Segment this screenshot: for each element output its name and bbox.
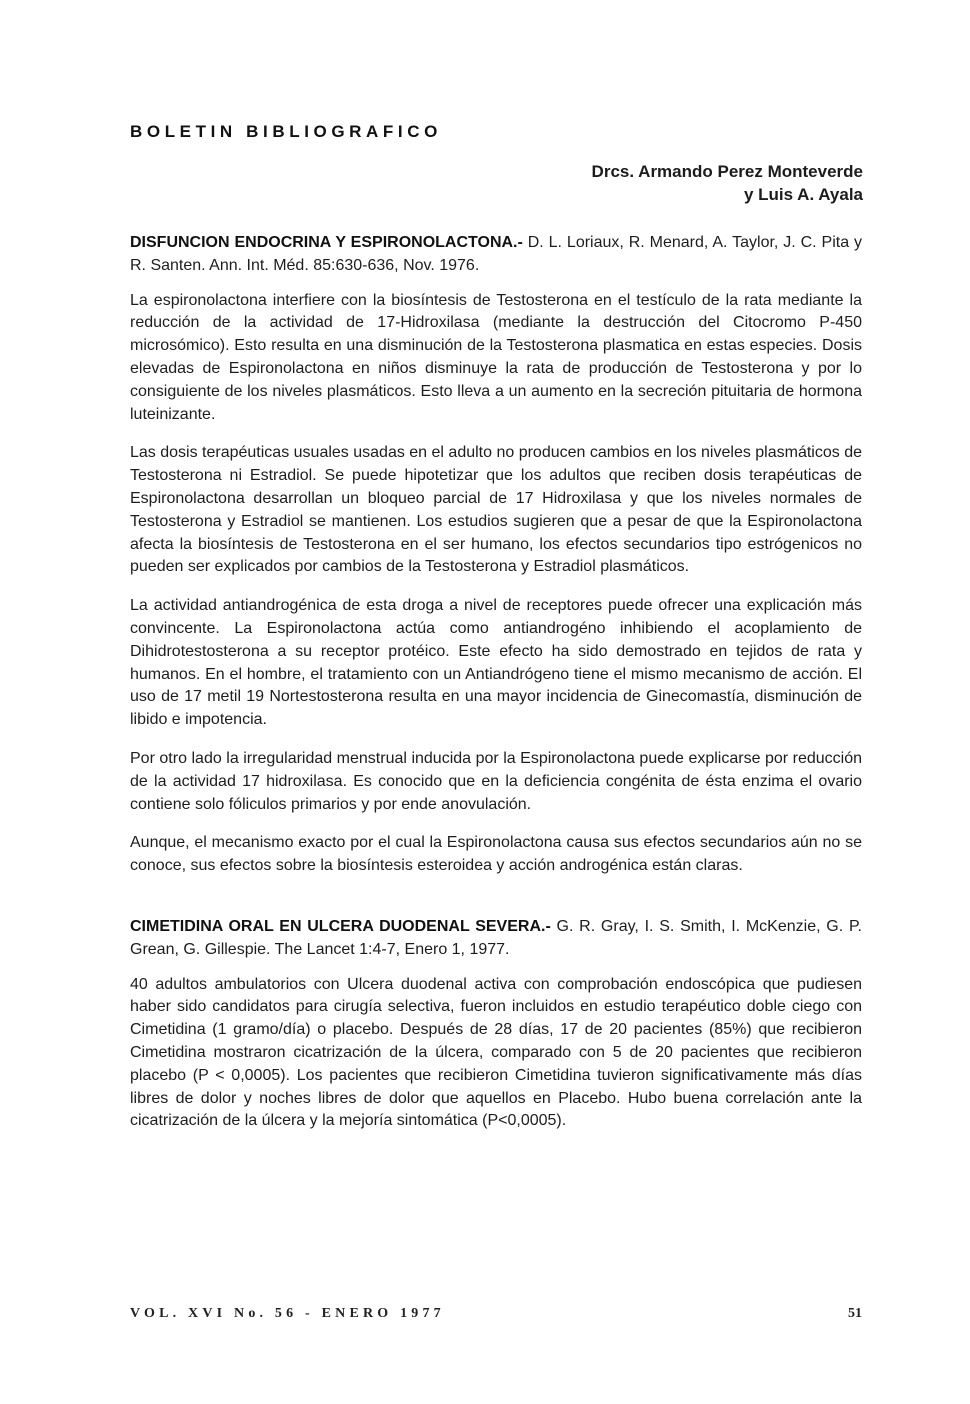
issue-info: VOL. XVI No. 56 - ENERO 1977 bbox=[130, 1306, 445, 1321]
article-2-paragraph-1: 40 adultos ambulatorios con Ulcera duodenal activa con comprobación endoscópica que pudiesen haber sido candidatos para cirugía selectiva, fueron incluidos en estudio terapéutico doble ciego con Cimetidina (1 gramo/día) o placebo. Después de 28 días, 17 de 20 pacientes (85%) que recibieron Cimetidina mostraron cicatrización de la úlcera, comparado con 5 de 20 pacientes que recibieron placebo (P < 0,0005). Los pacientes que recibieron Cimetidina tuvieron significativamente más días libres de dolor y noches libres de dolor que aquellos en Placebo. Hubo buena correlación ante la cicatrización de la úlcera y la mejoría sintomática (P<0,0005). bbox=[130, 975, 862, 1130]
page-number: 51 bbox=[848, 1306, 862, 1321]
page-footer bbox=[130, 1306, 862, 1322]
article-1-paragraph-2: Las dosis terapéuticas usuales usadas en el adulto no producen cambios en los niveles plasmáticos de Testosterona ni Estradiol. Se puede hipotetizar que los adultos que reciben dosis terapéuticas de Espironolactona desarrollan un bloqueo parcial de 17 Hidroxilasa y que los niveles normales de Testosterona y Estradiol se mantienen. Los estudios sugieren que a pesar de que la Espironolactona afecta la biosíntesis de Testosterona en el ser humano, los efectos secundarios tipo estrógenicos no pueden ser explicados por cambios de la Testosterona y Estradiol plasmáticos. bbox=[130, 444, 862, 576]
article-1-title: DISFUNCION ENDOCRINA Y ESPIRONOLACTONA.- bbox=[130, 234, 523, 251]
article-1-paragraph-1: La espironolactona interfiere con la biosíntesis de Testosterona en el testículo de la rata mediante la reducción de la actividad de 17-Hidroxilasa (mediante la destrucción del Citocromo P-450 microsómico). Esto resulta en una disminución de la Testosterona plasmatica en estas especies. Dosis elevadas de Espironolactona en niños disminuye la rata de producción de Testosterona y por lo consiguiente de los niveles plasmáticos. Esto lleva a un aumento en la secreción pituitaria de hormona luteinizante. bbox=[130, 291, 862, 423]
article-1-paragraph-5: Aunque, el mecanismo exacto por el cual la Espironolactona causa sus efectos secundarios aún no se conoce, sus efectos sobre la biosíntesis esteroidea y acción androgénica están claras. bbox=[130, 834, 862, 875]
article-2 bbox=[130, 916, 862, 1133]
article-list bbox=[130, 232, 862, 1149]
article-1-citation: D. L. Loriaux, R. Menard, A. Taylor, J. C. Pita y R. Santen. Ann. Int. Méd. 85:630-636, Nov. 1976. bbox=[130, 234, 863, 274]
authors-line-1: Drcs. Armando Perez Monteverde bbox=[591, 162, 863, 181]
authors-line-2: y Luis A. Ayala bbox=[743, 185, 863, 204]
article-1-paragraph-3: La actividad antiandrogénica de esta droga a nivel de receptores puede ofrecer una explicación más convincente. La Espironolactona actúa como antiandrogéno inhibiendo el acoplamiento de Dihidrotestosterona a su receptor protéico. Este efecto ha sido demostrado en tejidos de rata y humanos. En el hombre, el tratamiento con un Antiandrógeno tiene el mismo mecanismo de acción. El uso de 17 metil 19 Nortestosterona resulta en una mayor incidencia de Ginecomastía, disminución de libido e impotencia. bbox=[130, 597, 862, 729]
article-2-title: CIMETIDINA ORAL EN ULCERA DUODENAL SEVERA.- bbox=[130, 917, 551, 935]
article-1-paragraph-4: Por otro lado la irregularidad menstrual inducida por la Espironolactona puede explicarse por reducción de la actividad 17 hidroxilasa. Es conocido que en la deficiencia congénita de ésta enzima el ovario contiene solo fóliculos primarios y por ende anovulación. bbox=[130, 749, 862, 813]
article-1-heading bbox=[130, 232, 862, 278]
authors-block bbox=[592, 160, 863, 206]
article-2-citation: G. R. Gray, I. S. Smith, I. McKenzie, G. P. Grean, G. Gillespie. The Lancet 1:4-7, Enero 1, 1977. bbox=[130, 917, 863, 958]
section-title: BOLETIN BIBLIOGRAFICO bbox=[130, 122, 442, 141]
article-separator bbox=[130, 894, 862, 916]
article-1 bbox=[130, 232, 862, 878]
article-2-heading bbox=[130, 916, 862, 962]
